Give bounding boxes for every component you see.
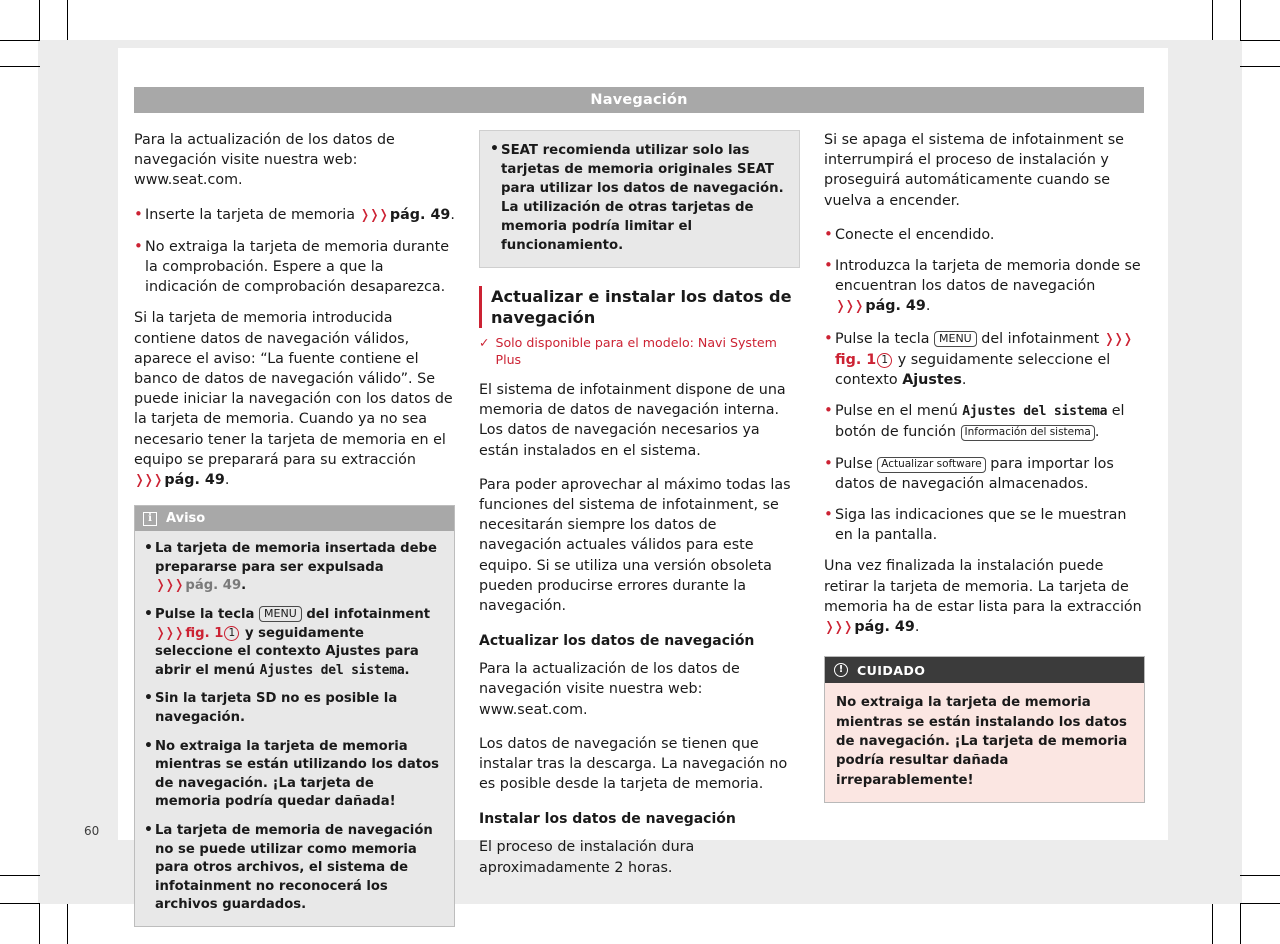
page-reference [360, 207, 451, 223]
crop-mark-bottom-right-vertical-2 [1240, 904, 1241, 944]
right-bullet3-b: del infotainment [976, 330, 1104, 347]
crop-mark-top-right-horizontal-2 [1240, 66, 1280, 67]
right-bullet-follow-screen: • Siga las indicaciones que se le muestran en la pantalla. [824, 505, 1145, 545]
right-bullet-update-software [824, 454, 1145, 494]
middle-paragraph-4: Los datos de navegación se tienen que instalar tras la descarga. La navegación no es posible desde la tarjeta de memoria. [479, 735, 788, 793]
subheading-install-nav-data: Instalar los datos de navegación [479, 811, 736, 828]
left-valid-data-paragraph: Si la tarjeta de memoria introducida contiene datos de navegación válidos, aparece el aviso: “La fuente contiene el banco de datos de navegación válido”. Se puede iniciar la navegación con los datos de la tarjeta de memoria. Cuando ya no sea necesario tener la tarjeta de memoria en el equipo se preparará para su extracción ❭❭❭ pág. 49. [134, 310, 453, 489]
seat-recommendation-box [479, 130, 800, 268]
crop-mark-top-left-horizontal-2 [0, 66, 40, 67]
right-paragraph-1: Si se apaga el sistema de infotainment se interrumpirá el proceso de instalación y proseguirá automáticamente cuando se vuelva a encender. [824, 132, 1124, 209]
cuidado-body [825, 683, 1144, 802]
aviso-item2-fig: fig. 1 [185, 625, 224, 641]
middle-paragraph-3: Para la actualización de los datos de navegación visite nuestra web: www.seat.com. [479, 661, 740, 718]
left-valid-text: Si la tarjeta de memoria introducida contiene datos de navegación válidos, aparece el aviso: “La fuente contiene el banco de datos de navegación válido”. Se puede iniciar la navegación con los datos de la tarjeta de memoria. Cuando ya no sea necesario tener la tarjeta de memoria en el equipo se preparará para su extracción [134, 310, 453, 468]
check-icon: ✓ [479, 335, 490, 350]
chevron-ref-icon: ❭❭❭ [1103, 331, 1132, 347]
right-paragraph-2: Una vez finalizada la instalación puede retirar la tarjeta de memoria. La tarjeta de memoria ha de estar lista para la extracción ❭❭❭ pág. 49. [824, 558, 1142, 636]
right-bullet3-fig: fig. 1 [835, 351, 877, 368]
right-column [824, 130, 1145, 927]
right-bullet4-b: el botón de función [835, 403, 1125, 441]
right-bullet-insert-card: • Introduzca la tarjeta de memoria donde se encuentran los datos de navegación ❭❭❭ pág. 49. [824, 256, 1145, 318]
aviso-item2-menu: Ajustes del sistema [259, 662, 405, 678]
middle-paragraph-2: Para poder aprovechar al máximo todas las funciones del sistema de infotainment, se necesitarán siempre los datos de navegación actuales válidos para este equipo. Si se utiliza una versión obsoleta pueden producirse errores durante la navegación. [479, 476, 791, 615]
running-header [134, 87, 1144, 113]
aviso-title: Aviso [166, 511, 206, 527]
callout-number-1: 1 [224, 626, 239, 641]
left-bullet-do-not-remove: • No extraiga la tarjeta de memoria durante la comprobación. Espere a que la indicación de comprobación desaparezca. [134, 237, 455, 298]
right-bullet2-ref: pág. 49 [865, 298, 926, 315]
crop-mark-top-left-vertical-2 [67, 0, 68, 40]
page-columns [134, 130, 1146, 927]
aviso-header [135, 506, 454, 531]
left-column [134, 130, 455, 927]
crop-mark-bottom-right-horizontal-2 [1240, 903, 1280, 904]
left-bullet-1-text: Inserte la tarjeta de memoria [145, 206, 360, 223]
chevron-ref-icon: ❭❭❭ [835, 299, 863, 315]
middle-paragraph-5: El proceso de instalación dura aproximadamente 2 horas. [479, 839, 695, 876]
right-bullet3-a: Pulse la tecla [835, 330, 935, 347]
right-bullet3-c: y seguidamente seleccione el contexto [835, 351, 1111, 389]
availability-note [479, 334, 800, 368]
availability-note-text: Solo disponible para el modelo: Navi System Plus [495, 335, 777, 367]
aviso-item-prepare-eject: • La tarjeta de memoria insertada debe prepararse para ser expulsada ❭❭❭ pág. 49. [144, 540, 443, 596]
left-intro-paragraph: Para la actualización de los datos de navegación visite nuestra web: www.seat.com. [134, 132, 395, 189]
section-heading [479, 286, 800, 328]
right-bullet3-bold: Ajustes [902, 372, 962, 389]
right-para2-ref: pág. 49 [854, 619, 915, 636]
callout-number-1: 1 [877, 353, 892, 368]
right-bullet-ignition: • Conecte el encendido. [824, 225, 1145, 245]
page-reference [134, 472, 225, 488]
cuidado-text: No extraiga la tarjeta de memoria mientras se están instalando los datos de navegación. ¡La tarjeta de memoria podría resultar dañada irreparablemente! [836, 695, 1128, 788]
menu-key-button[interactable]: MENU [934, 331, 977, 347]
crop-mark-top-right-vertical [1212, 0, 1213, 40]
right-bullet4-a: Pulse en el menú [835, 403, 963, 420]
right-bullet-press-menu: • Pulse la tecla MENU del infotainment ❭❭❭fig. 1 1 y seguidamente seleccione el contexto Ajustes. [824, 329, 1145, 391]
subheading-update-nav-data: Actualizar los datos de navegación [479, 633, 755, 650]
crop-mark-bottom-right-vertical [1212, 904, 1213, 944]
aviso-item1-ref: pág. 49 [185, 578, 242, 594]
right-bullet5-a: Pulse [835, 455, 878, 472]
cuidado-title: CUIDADO [857, 662, 926, 678]
aviso-item-dont-remove: • No extraiga la tarjeta de memoria mientras se están utilizando los datos de navegación. ¡La tarjeta de memoria podría quedar dañada! [144, 738, 443, 812]
cuidado-box [824, 656, 1145, 803]
crop-mark-bottom-right-horizontal [1240, 875, 1280, 876]
middle-column [479, 130, 800, 927]
update-software-button[interactable]: Actualizar software [877, 457, 986, 473]
system-information-button[interactable]: Información del sistema [961, 425, 1095, 441]
warning-icon: ! [834, 663, 848, 677]
aviso-body [135, 531, 454, 926]
chevron-ref-icon: ❭❭❭ [359, 207, 388, 223]
page-reference [824, 619, 915, 635]
aviso-item2-b: del infotainment [301, 607, 431, 623]
crop-mark-top-left-horizontal [0, 40, 40, 41]
left-valid-ref: pág. 49 [164, 472, 225, 489]
aviso-item-press-menu: • Pulse la tecla MENU del infotainment ❭❭❭ fig. 1 1 y seguidamente seleccione el contexto Ajustes para abrir el menú Ajustes del sistema. [144, 606, 443, 680]
chevron-ref-icon: ❭❭❭ [134, 473, 162, 489]
crop-mark-top-right-vertical-2 [1240, 0, 1241, 40]
page-reference [155, 578, 241, 593]
menu-key-button[interactable]: MENU [259, 606, 302, 622]
crop-mark-bottom-left-horizontal [0, 875, 40, 876]
crop-mark-bottom-left-vertical-2 [67, 904, 68, 944]
aviso-item2-a: Pulse la tecla [155, 607, 260, 623]
aviso-item-not-storage: • La tarjeta de memoria de navegación no se puede utilizar como memoria para otros archivos, el sistema de infotainment no reconocerá los archivos guardados. [144, 822, 443, 915]
aviso-item1-text: La tarjeta de memoria insertada debe prepararse para ser expulsada [155, 541, 437, 575]
chevron-ref-icon: ❭❭❭ [155, 578, 183, 594]
right-para2-text: Una vez finalizada la instalación puede retirar la tarjeta de memoria. La tarjeta de memoria ha de estar lista para la extracción [824, 558, 1142, 615]
chevron-ref-icon: ❭❭❭ [824, 620, 852, 636]
section-heading-title: Actualizar e instalar los datos de navegación [491, 287, 792, 327]
aviso-item2-c: y seguidamente seleccione el contexto Ajustes para abrir el menú [155, 625, 419, 678]
right-bullet2-text: Introduzca la tarjeta de memoria donde se encuentran los datos de navegación [835, 258, 1141, 295]
right-bullet4-menu: Ajustes del sistema [962, 404, 1108, 420]
left-bullet-1-ref: pág. 49 [389, 206, 451, 223]
aviso-box [134, 505, 455, 927]
middle-paragraph-1: El sistema de infotainment dispone de una memoria de datos de navegación interna. Los datos de navegación necesarios ya están instalados en el sistema. [479, 382, 786, 459]
crop-mark-bottom-left-horizontal-2 [0, 903, 40, 904]
left-bullet-insert-card: • Inserte la tarjeta de memoria ❭❭❭ pág. 49. [134, 205, 455, 226]
chevron-ref-icon: ❭❭❭ [155, 625, 183, 641]
right-bullet-system-settings: • Pulse en el menú Ajustes del sistema el botón de función Información del sistema . [824, 401, 1145, 442]
seat-recommendation-text: • SEAT recomienda utilizar solo las tarjetas de memoria originales SEAT para utilizar los datos de navegación. La utilización de otras tarjetas de memoria podría limitar el funcionamiento. [490, 141, 787, 255]
right-bullet5-b: para importar los datos de navegación almacenados. [835, 455, 1114, 492]
running-header-title: Navegación [590, 92, 688, 108]
crop-mark-top-right-horizontal [1240, 40, 1280, 41]
page-reference [835, 298, 926, 314]
cuidado-header [825, 657, 1144, 683]
page-number: 60 [84, 824, 100, 838]
aviso-item-no-sd: • Sin la tarjeta SD no es posible la navegación. [144, 690, 443, 727]
info-icon: i [143, 512, 157, 526]
crop-mark-top-left-vertical [39, 0, 40, 40]
crop-mark-bottom-left-vertical [39, 904, 40, 944]
